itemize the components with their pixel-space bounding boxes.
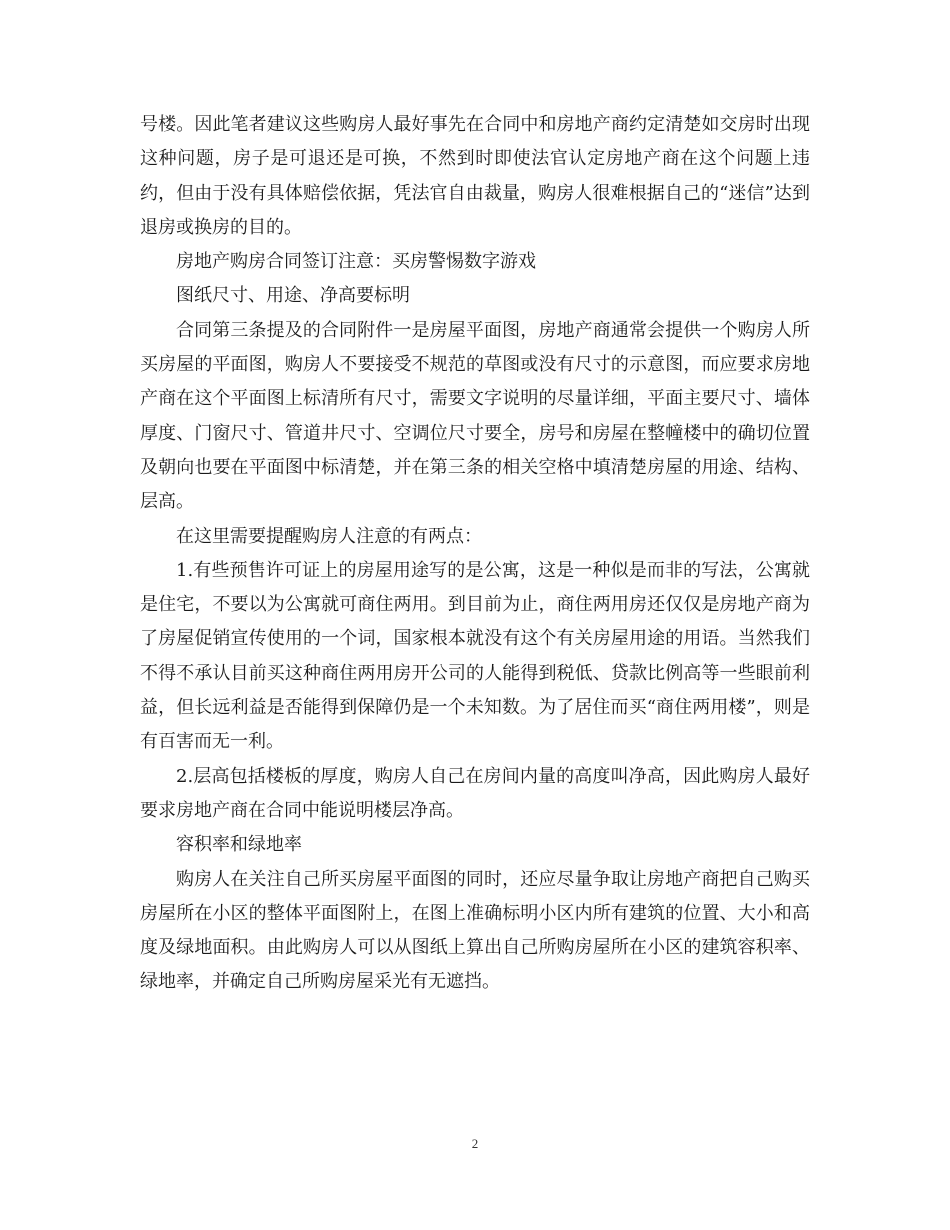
paragraph-4: 合同第三条提及的合同附件一是房屋平面图，房地产商通常会提供一个购房人所买房屋的平面图，购房人不要接受不规范的草图或没有尺寸的示意图，而应要求房地产商在这个平面图上标清所有尺寸，需要文字说明的尽量详细，平面主要尺寸、墙体厚度、门窗尺寸、管道井尺寸、空调位尺寸要全，房号和房屋在整幢楼中的确切位置及朝向也要在平面图中标清楚，并在第三条的相关空格中填清楚房屋的用途、结构、层高。 xyxy=(140,319,810,513)
paragraph-9: 购房人在关注自己所买房屋平面图的同时，还应尽量争取让房地产商把自己购买房屋所在小区的整体平面图附上，在图上准确标明小区内所有建筑的位置、大小和高度及绿地面积。由此购房人可以从图纸上算出自己所购房屋所在小区的建筑容积率、绿地率，并确定自己所购房屋采光有无遮挡。 xyxy=(140,868,810,993)
document-body xyxy=(140,108,810,1000)
page-number: 2 xyxy=(471,1136,479,1151)
paragraph-1: 号楼。因此笔者建议这些购房人最好事先在合同中和房地产商约定清楚如交房时出现这种问题，房子是可退还是可换，不然到时即使法官认定房地产商在这个问题上违约，但由于没有具体赔偿依据，凭法官自由裁量，购房人很难根据自己的“迷信”达到退房或换房的目的。 xyxy=(140,114,810,238)
paragraph-7: 2.层高包括楼板的厚度，购房人自己在房间内量的高度叫净高，因此购房人最好要求房地产商在合同中能说明楼层净高。 xyxy=(140,765,810,821)
paragraph-5: 在这里需要提醒购房人注意的有两点： xyxy=(176,525,482,547)
paragraph-6: 1.有些预售许可证上的房屋用途写的是公寓，这是一种似是而非的写法，公寓就是住宅，不要以为公寓就可商住两用。到目前为止，商住两用房还仅仅是房地产商为了房屋促销宣传使用的一个词，国家根本就没有这个有关房屋用途的用语。当然我们不得不承认目前买这种商住两用房开公司的人能得到税低、贷款比例高等一些眼前利益，但长远利益是否能得到保障仍是一个未知数。为了居住而买“商住两用楼”，则是有百害而无一利。 xyxy=(140,559,810,753)
paragraph-8: 容积率和绿地率 xyxy=(176,834,302,856)
paragraph-3: 图纸尺寸、用途、净高要标明 xyxy=(176,285,410,307)
paragraph-2: 房地产购房合同签订注意：买房警惕数字游戏 xyxy=(176,251,536,273)
